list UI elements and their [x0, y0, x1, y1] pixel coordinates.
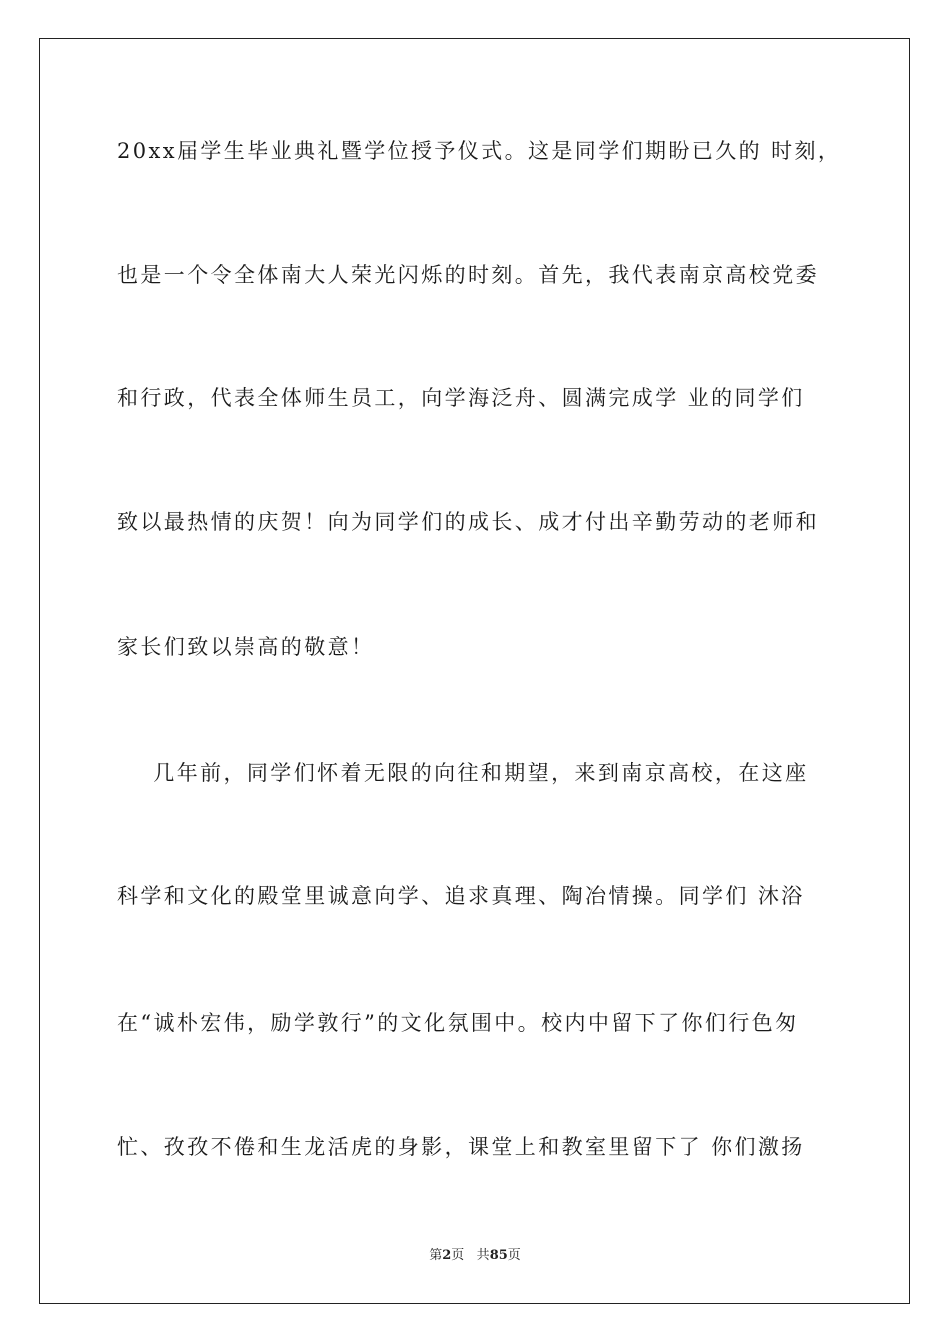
- text-line: 20xx届学生毕业典礼暨学位授予仪式。这是同学们期盼已久的 时刻，: [117, 139, 842, 163]
- total-suffix: 页: [507, 1248, 521, 1263]
- page-prefix: 第: [429, 1248, 443, 1263]
- page-number: 2: [442, 1248, 452, 1263]
- total-prefix: 共: [476, 1248, 490, 1263]
- page-footer: [0, 1247, 950, 1265]
- paragraph-start-line: 几年前，同学们怀着无限的向往和期望，来到南京高校，在这座: [117, 761, 809, 785]
- page-border: [39, 38, 910, 1304]
- text-line: 家长们致以崇高的敬意！: [117, 635, 375, 659]
- text-line: 科学和文化的殿堂里诚意向学、追求真理、陶冶情操。同学们 沐浴: [117, 884, 805, 908]
- text-line: 致以最热情的庆贺！向为同学们的成长、成才付出辛勤劳动的老师和: [117, 510, 819, 534]
- total-pages: 85: [489, 1248, 508, 1263]
- text-line: 忙、孜孜不倦和生龙活虎的身影，课堂上和教室里留下了 你们激扬: [117, 1135, 805, 1159]
- text-line: 也是一个令全体南大人荣光闪烁的时刻。首先，我代表南京高校党委: [117, 263, 819, 287]
- page-suffix: 页: [451, 1248, 465, 1263]
- text-line: 和行政，代表全体师生员工，向学海泛舟、圆满完成学 业的同学们: [117, 386, 805, 410]
- text-line: 在“诚朴宏伟，励学敦行”的文化氛围中。校内中留下了你们行色匆: [117, 1011, 799, 1035]
